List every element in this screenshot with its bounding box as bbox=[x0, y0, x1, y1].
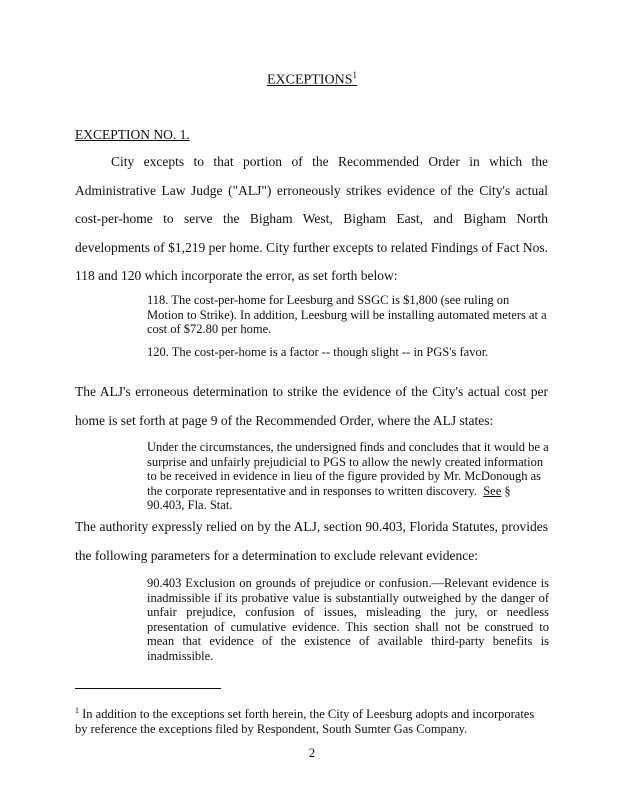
paragraph-2-text: The ALJ's erroneous determination to strike the evidence of the City's actual cost per home is set forth at page 9 of the Recommended Order, where the ALJ states: bbox=[75, 384, 548, 428]
see-signal: See bbox=[483, 483, 502, 498]
block-quote-1 bbox=[147, 293, 549, 367]
statute-citation: § 90.403, Fla. Stat. bbox=[147, 483, 511, 513]
paragraph-1 bbox=[75, 148, 548, 291]
finding-120: 120. The cost-per-home is a factor -- though slight -- in PGS's favor. bbox=[147, 344, 489, 359]
page-number: 2 bbox=[308, 745, 316, 760]
alj-quote-text: Under the circumstances, the undersigned finds and concludes that it would be a surprise and unfairly prejudicial to PGS to allow the newly created information to be received in evidence in lieu of the figure provided by Mr. McDonough as the corporate representative and in responses to written discovery. bbox=[147, 440, 549, 498]
block-quote-3 bbox=[147, 576, 549, 672]
exception-heading: EXCEPTION NO. 1. bbox=[75, 127, 190, 142]
title-footnote-ref: 1 bbox=[352, 70, 358, 80]
block-quote-2 bbox=[147, 440, 549, 521]
footnote bbox=[75, 707, 548, 736]
footnote-text: In addition to the exceptions set forth herein, the City of Leesburg adopts and incorporates by reference the exceptions filed by Respondent, South Sumter Gas Company. bbox=[75, 707, 535, 736]
footnote-divider bbox=[75, 688, 221, 689]
paragraph-3-text: The authority expressly relied on by the ALJ, section 90.403, Florida Statutes, provides the following parameters for a determination to exclude relevant evidence: bbox=[75, 519, 548, 563]
paragraph-3 bbox=[75, 513, 548, 570]
footnote-mark: 1 bbox=[75, 705, 79, 715]
finding-118: 118. The cost-per-home for Leesburg and SSGC is $1,800 (see ruling on Motion to Strike). In addition, Leesburg will be installing automated meters at a cost of $72.80 per home. bbox=[147, 293, 547, 337]
paragraph-1-text: City excepts to that portion of the Recommended Order in which the Administrative Law Judge ("ALJ") erroneously strikes evidence of the City's actual cost-per-home to serve the Bigham West, Bigham East, and Bigham North developments of $1,219 per home. City further excepts to related Findings of Fact Nos. 118 and 120 which incorporate the error, as set forth below: bbox=[75, 154, 548, 283]
title-text: EXCEPTIONS bbox=[266, 72, 353, 88]
paragraph-2 bbox=[75, 378, 548, 435]
statute-text: 90.403 Exclusion on grounds of prejudice or confusion.—Relevant evidence is inadmissible if its probative value is substantially outweighed by the danger of unfair prejudice, confusion of issues, misleading the jury, or needless presentation of cumulative evidence. This section shall not be construed to mean that evidence of the existence of available third-party benefits is inadmissible. bbox=[147, 576, 549, 663]
page-title bbox=[0, 70, 624, 89]
